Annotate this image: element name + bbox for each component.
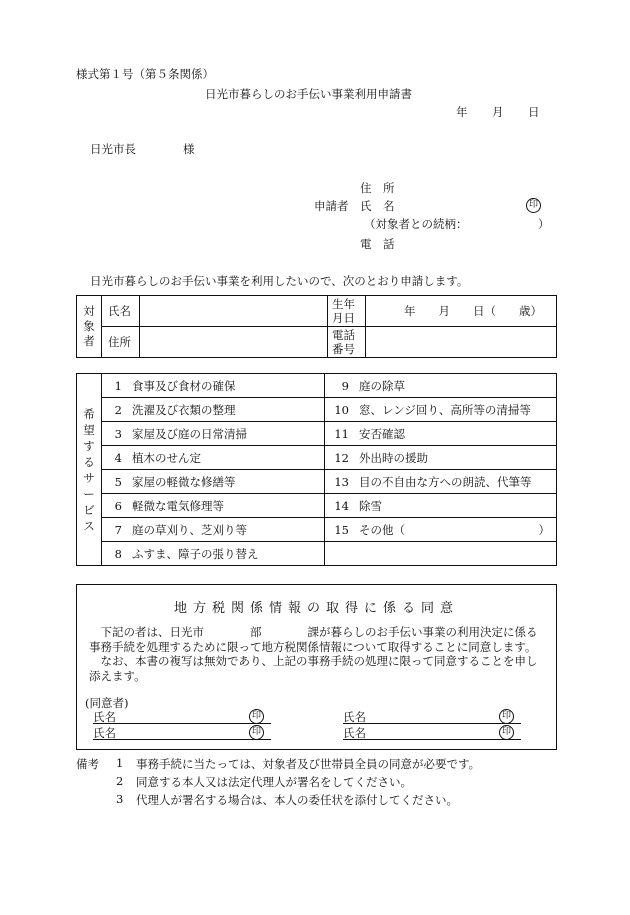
service-num: 14	[325, 494, 354, 518]
date-day-label: 日	[528, 105, 540, 119]
consent-paragraph-2: なお、本書の複写は無効であり、上記の事務手続の処理に限って同意することを申し添えます。	[89, 654, 538, 683]
subject-table	[76, 295, 557, 358]
service-num: 11	[325, 422, 354, 446]
service-num: 2	[102, 398, 127, 422]
subject-name-field[interactable]	[140, 296, 328, 327]
services-header: 希 望 す る サ ー ビ ス	[77, 374, 102, 566]
applicant-phone-label: 電 話	[360, 237, 395, 251]
service-other-close: ）	[538, 522, 550, 537]
service-num: 6	[102, 494, 127, 518]
page-title: 日光市暮らしのお手伝い事業利用申請書	[205, 87, 412, 101]
service-num: 7	[102, 518, 127, 542]
service-item-other[interactable]	[353, 518, 557, 542]
form-number: 様式第１号（第５条関係）	[76, 67, 214, 81]
subject-name-label: 氏名	[102, 296, 140, 327]
note-num: 1	[116, 756, 124, 770]
note-num: 2	[116, 774, 124, 788]
applicant-seal-icon: 印	[526, 198, 541, 213]
consenter-signature-line[interactable]	[343, 725, 521, 740]
service-item[interactable]: 安否確認	[353, 422, 557, 446]
note-text: 代理人が署名する場合は、本人の委任状を添付してください。	[136, 793, 458, 807]
subject-birth-label: 生年 月日	[328, 296, 366, 327]
service-num: 3	[102, 422, 127, 446]
date-month-label: 月	[492, 105, 504, 119]
consenter-signature-line[interactable]	[343, 709, 521, 724]
consenter-name-label: 氏名	[343, 726, 366, 740]
service-num: 10	[325, 398, 354, 422]
service-num: 8	[102, 542, 127, 566]
note-text: 同意する本人又は法定代理人が署名をしてください。	[136, 775, 412, 789]
applicant-name-label: 氏 名	[360, 199, 395, 213]
consenter-signature-line[interactable]	[93, 725, 271, 740]
applicant-relation-close: ）	[538, 217, 550, 231]
consenter-seal-icon: 印	[249, 709, 264, 724]
consenter-name-label: 氏名	[93, 726, 116, 740]
consenter-seal-icon: 印	[499, 725, 514, 740]
service-item[interactable]: 家屋の軽微な修繕等	[126, 470, 325, 494]
service-num: 15	[325, 518, 354, 542]
service-num: 13	[325, 470, 354, 494]
service-item[interactable]: 庭の除草	[353, 374, 557, 398]
service-num: 1	[102, 374, 127, 398]
note-num: 3	[116, 792, 124, 806]
service-item[interactable]: 目の不自由な方への朗読、代筆等	[353, 470, 557, 494]
consenter-label: (同意者)	[85, 696, 129, 710]
consent-body	[89, 625, 547, 683]
consent-title: 地方税関係情報の取得に係る同意	[173, 601, 459, 616]
note-text: 事務手続に当たっては、対象者及び世帯員全員の同意が必要です。	[136, 757, 481, 771]
consenter-signature-line[interactable]	[93, 709, 271, 724]
applicant-address-label: 住 所	[360, 181, 395, 195]
notes-label: 備考	[76, 757, 99, 771]
addressee-label: 日光市長	[90, 142, 136, 156]
consent-box	[76, 584, 557, 750]
service-item[interactable]: 食事及び食材の確保	[126, 374, 325, 398]
subject-header: 対 象 者	[77, 296, 102, 358]
service-item[interactable]: 植木のせん定	[126, 446, 325, 470]
service-num: 4	[102, 446, 127, 470]
consent-paragraph-1: 下記の者は、日光市 部 課が暮らしのお手伝い事業の利用決定に係る事務手続を処理するために限って地方税関係情報について取得することに同意します。	[89, 625, 538, 654]
consenter-seal-icon: 印	[499, 709, 514, 724]
consenter-name-label: 氏名	[93, 710, 116, 724]
consenter-seal-icon: 印	[249, 725, 264, 740]
service-item[interactable]: 庭の草刈り、芝刈り等	[126, 518, 325, 542]
service-item[interactable]: 軽微な電気修理等	[126, 494, 325, 518]
service-other-label: その他（	[359, 522, 405, 537]
subject-address-label: 住所	[102, 327, 140, 358]
intro-text: 日光市暮らしのお手伝い事業を利用したいので、次のとおり申請します。	[90, 274, 469, 288]
service-empty-cell	[325, 542, 557, 566]
service-num: 12	[325, 446, 354, 470]
service-item[interactable]: 窓、レンジ回り、高所等の清掃等	[353, 398, 557, 422]
subject-phone-label: 電話 番号	[328, 327, 366, 358]
services-table	[76, 373, 557, 566]
applicant-label: 申請者	[314, 199, 349, 213]
subject-phone-field[interactable]	[366, 327, 557, 358]
service-item[interactable]: 除雪	[353, 494, 557, 518]
subject-birth-field[interactable]: 年 月 日（ 歳）	[366, 296, 557, 327]
service-item[interactable]: ふすま、障子の張り替え	[126, 542, 325, 566]
service-item[interactable]: 外出時の援助	[353, 446, 557, 470]
service-item[interactable]: 洗濯及び衣類の整理	[126, 398, 325, 422]
service-num: 9	[325, 374, 354, 398]
subject-address-field[interactable]	[140, 327, 328, 358]
addressee-suffix: 様	[183, 142, 195, 156]
consenter-name-label: 氏名	[343, 710, 366, 724]
date-year-label: 年	[456, 105, 468, 119]
service-num: 5	[102, 470, 127, 494]
applicant-relation-label: （対象者との続柄：	[364, 217, 468, 231]
service-item[interactable]: 家屋及び庭の日常清掃	[126, 422, 325, 446]
